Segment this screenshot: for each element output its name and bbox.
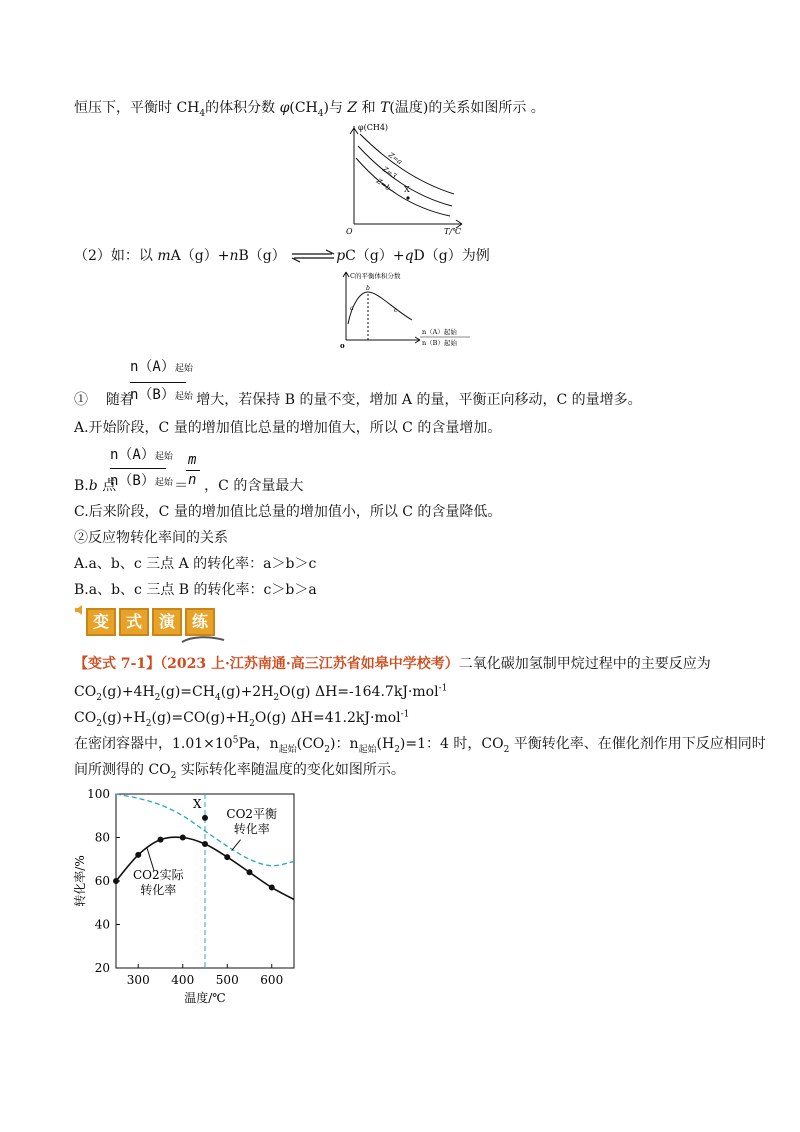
fig2-xlabel-den: n（B）起始 (422, 339, 457, 347)
figure-c-fraction (334, 268, 474, 352)
equilibrium-label-line2: 转化率 (233, 822, 270, 837)
actual-label-line2: 转化率 (140, 883, 177, 898)
y-axis-label: 转化率/% (73, 855, 87, 907)
lineb-frac-bar (110, 468, 166, 469)
brush-decoration-icon (180, 634, 226, 644)
banner-char-1: 变 (86, 608, 116, 636)
point-x-marker (202, 815, 208, 821)
equilibrium-label-line1: CO2平衡 (226, 806, 278, 821)
fig1-ylabel: φ(CH4) (358, 123, 389, 132)
equation-2: $CO_2(g)+H_2(g)=CO(g)+H_2O(g)$ ΔH=41.2kJ·mol$^{-1}$ (74, 709, 410, 729)
variant-banner (86, 608, 218, 636)
lineb-mn-bar (186, 470, 200, 471)
y-tick-label: 80 (94, 830, 110, 845)
y-tick-label: 40 (94, 917, 110, 932)
fig1-curve-b: Z=b (374, 177, 392, 193)
fig2-origin: o (340, 341, 345, 350)
item1-frac-den: n（B）起始 (130, 387, 193, 403)
x-tick-label: 300 (126, 973, 150, 987)
fig2-xlabel-num: n（A）起始 (422, 328, 457, 336)
line-a: A.开始阶段，C 量的增加值比总量的增加值大，所以 C 的含量增加。 (74, 420, 502, 436)
lineb-frac-num: n（A）起始 (110, 447, 173, 463)
fig1-curve-3: Z=3 (380, 165, 398, 181)
fig2-point-c: c (394, 307, 398, 314)
y-tick-label: 100 (87, 787, 110, 801)
actual-data-point (135, 852, 141, 858)
actual-data-point (202, 841, 208, 847)
y-tick-label: 60 (94, 874, 110, 888)
condition-line-1: 在密闭容器中，$1.01\times 10^5Pa$，$n_{起始}(CO_2)$：$n_{起始}(H_2)=1$：4 时，$CO_2$ 平衡转化率、在催化剂作用下反应相同时 (74, 735, 766, 755)
variant-line: 【变式 7-1】（2023 上·江苏南通·高三江苏省如皋中学校考）二氧化碳加氢制甲烷过程中的主要反应为 (74, 656, 711, 672)
example-line: （2）如：以 mA（g）+nB（g） pC（g）+qD（g）为例 (74, 248, 490, 264)
line-2b: B.a、b、c 三点 B 的转化率：c＞b＞a (74, 582, 317, 598)
fig2-ylabel: C的平衡体积分数 (350, 272, 401, 280)
banner-char-2: 式 (119, 608, 149, 636)
x-axis-label: 温度/℃ (184, 991, 226, 1005)
x-tick-label: 600 (260, 973, 284, 987)
point-x-label: X (193, 796, 202, 811)
item1-line: ① 随着 增大，若保持 B 的量不变，增加 A 的量，平衡正向移动，C 的量增多。 (74, 392, 642, 408)
conversion-chart (70, 784, 310, 1006)
lineb-mn-num: m (188, 452, 197, 468)
intro-line: 恒压下，平衡时 $CH_4$的体积分数 $\varphi(CH_4)$与 Z 和 T(温度)的关系如图所示 。 (74, 100, 545, 119)
fig1-origin: O (346, 227, 353, 236)
lineb-mn-den: n (188, 472, 197, 488)
line-2a: A.a、b、c 三点 A 的转化率：a＞b＞c (74, 556, 317, 572)
fig1-xlabel: T/℃ (444, 227, 461, 236)
actual-data-point (113, 878, 119, 884)
y-tick-label: 20 (94, 961, 110, 975)
fig1-point-x: X (404, 185, 410, 194)
speaker-icon (74, 604, 86, 616)
actual-data-point (247, 869, 253, 875)
equation-1: $CO_2(g)+4H_2(g)=CH_4(g)+2H_2O(g)$ ΔH=-164.7kJ·mol$^{-1}$ (74, 683, 448, 703)
banner-char-3: 演 (152, 608, 182, 636)
banner-char-4: 练 (185, 608, 215, 636)
fig2-point-b: b (366, 285, 370, 292)
actual-data-point (224, 854, 230, 860)
line-b: B.b 点 ＝ ，C 的含量最大 (74, 478, 304, 494)
actual-data-point (180, 835, 186, 841)
fig2-point-a: a (350, 305, 354, 312)
actual-data-point (269, 885, 275, 891)
actual-data-point (158, 837, 164, 843)
x-tick-label: 500 (215, 973, 239, 987)
actual-label-line1: CO2实际 (132, 867, 184, 882)
item1-frac-bar (130, 382, 186, 383)
item1-frac-num: n（A）起始 (130, 359, 193, 375)
lineb-frac-den: n（B）起始 (110, 473, 173, 489)
line-c: C.后来阶段，C 量的增加值比总量的增加值小，所以 C 的含量降低。 (74, 504, 502, 520)
equilibrium-label-pointer (232, 840, 241, 851)
equilibrium-arrow-icon (290, 249, 336, 263)
line-2: ②反应物转化率间的关系 (74, 530, 228, 546)
fig1-curve-a: Z=a (386, 151, 404, 167)
x-tick-label: 400 (171, 973, 195, 987)
figure-ch4-fraction (336, 120, 466, 238)
condition-line-2: 间所测得的 $CO_2$ 实际转化率随温度的变化如图所示。 (74, 762, 405, 781)
